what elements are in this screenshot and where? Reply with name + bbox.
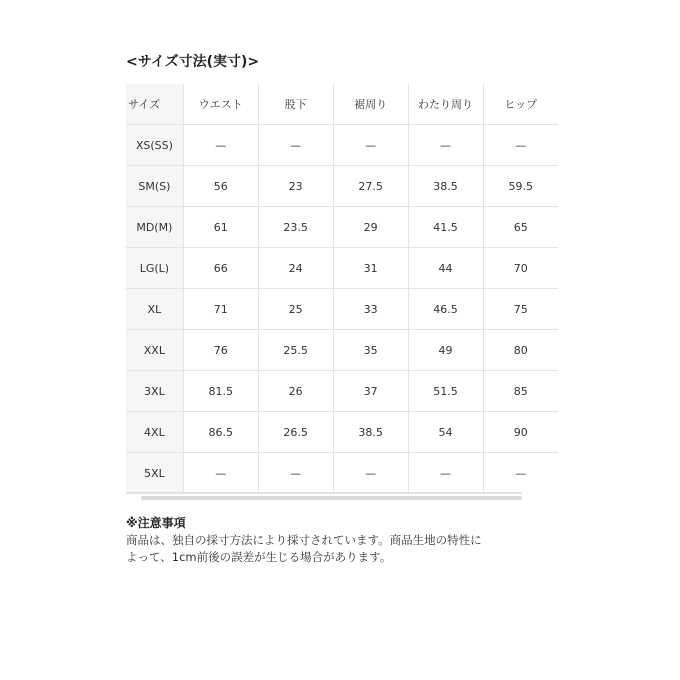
measurement-cell: —: [483, 453, 558, 494]
measurement-cell: 38.5: [408, 166, 483, 207]
table-row: [126, 248, 558, 289]
table-row: [126, 166, 558, 207]
notes-section: [126, 515, 526, 566]
measurement-cell: 26.5: [258, 412, 333, 453]
measurement-cell: 90: [483, 412, 558, 453]
measurement-cell: 27.5: [333, 166, 408, 207]
size-label-cell: LG(L): [126, 248, 183, 289]
size-label-cell: XL: [126, 289, 183, 330]
scrollbar-track: [126, 492, 522, 494]
measurement-cell: 65: [483, 207, 558, 248]
measurement-cell: 81.5: [183, 371, 258, 412]
table-row: [126, 453, 558, 494]
size-label-cell: XS(SS): [126, 125, 183, 166]
measurement-cell: 26: [258, 371, 333, 412]
measurement-cell: —: [333, 453, 408, 494]
size-label-cell: MD(M): [126, 207, 183, 248]
size-label-cell: 3XL: [126, 371, 183, 412]
measurement-cell: 35: [333, 330, 408, 371]
measurement-cell: 25: [258, 289, 333, 330]
header-cell-inseam: 股下: [258, 84, 333, 125]
measurement-cell: —: [408, 125, 483, 166]
size-label-cell: 5XL: [126, 453, 183, 494]
table-row: [126, 412, 558, 453]
notes-line-2: よって、1cm前後の誤差が生じる場合があります。: [126, 550, 392, 564]
header-cell-thigh: わたり周り: [408, 84, 483, 125]
notes-line-1: 商品は、独自の採寸方法により採寸されています。商品生地の特性に: [126, 533, 482, 547]
size-table-container[interactable]: [126, 84, 538, 490]
measurement-cell: 54: [408, 412, 483, 453]
horizontal-scrollbar[interactable]: [126, 492, 522, 500]
measurement-cell: 33: [333, 289, 408, 330]
measurement-cell: 75: [483, 289, 558, 330]
measurement-cell: 24: [258, 248, 333, 289]
table-row: [126, 207, 558, 248]
measurement-cell: 66: [183, 248, 258, 289]
page-title: <サイズ寸法(実寸)>: [126, 54, 260, 70]
measurement-cell: 38.5: [333, 412, 408, 453]
measurement-cell: —: [333, 125, 408, 166]
notes-heading: ※注意事項: [126, 516, 186, 530]
measurement-cell: 46.5: [408, 289, 483, 330]
measurement-cell: 76: [183, 330, 258, 371]
measurement-cell: 29: [333, 207, 408, 248]
measurement-cell: —: [183, 125, 258, 166]
header-cell-size: サイズ: [126, 84, 183, 125]
header-cell-hem: 裾周り: [333, 84, 408, 125]
size-label-cell: 4XL: [126, 412, 183, 453]
measurement-cell: 56: [183, 166, 258, 207]
measurement-cell: 51.5: [408, 371, 483, 412]
measurement-cell: —: [408, 453, 483, 494]
table-header-row: [126, 84, 558, 125]
table-row: [126, 125, 558, 166]
measurement-cell: 61: [183, 207, 258, 248]
measurement-cell: 25.5: [258, 330, 333, 371]
size-table: [126, 84, 558, 493]
size-label-cell: SM(S): [126, 166, 183, 207]
measurement-cell: 23: [258, 166, 333, 207]
table-row: [126, 289, 558, 330]
measurement-cell: 37: [333, 371, 408, 412]
scrollbar-thumb[interactable]: [141, 496, 522, 500]
measurement-cell: —: [183, 453, 258, 494]
measurement-cell: 23.5: [258, 207, 333, 248]
header-cell-hip: ヒップ: [483, 84, 558, 125]
measurement-cell: 86.5: [183, 412, 258, 453]
header-cell-waist: ウエスト: [183, 84, 258, 125]
measurement-cell: —: [258, 453, 333, 494]
measurement-cell: —: [483, 125, 558, 166]
measurement-cell: 31: [333, 248, 408, 289]
measurement-cell: 41.5: [408, 207, 483, 248]
measurement-cell: 85: [483, 371, 558, 412]
measurement-cell: 44: [408, 248, 483, 289]
size-label-cell: XXL: [126, 330, 183, 371]
table-row: [126, 330, 558, 371]
table-row: [126, 371, 558, 412]
measurement-cell: 71: [183, 289, 258, 330]
measurement-cell: —: [258, 125, 333, 166]
measurement-cell: 80: [483, 330, 558, 371]
measurement-cell: 70: [483, 248, 558, 289]
measurement-cell: 59.5: [483, 166, 558, 207]
measurement-cell: 49: [408, 330, 483, 371]
